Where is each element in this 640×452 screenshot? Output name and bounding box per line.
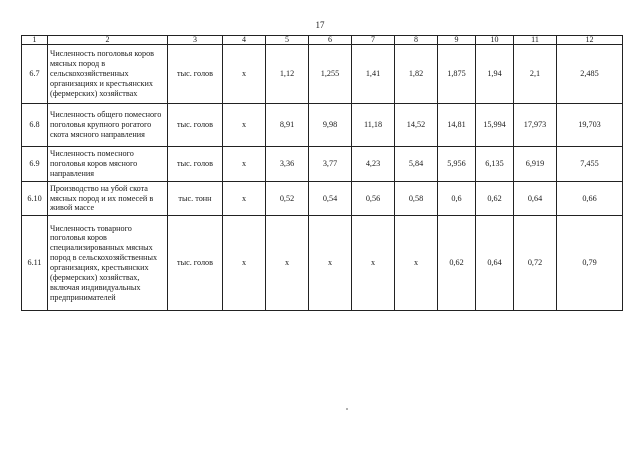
column-number-header: 5 [266,36,309,45]
column-number-header: 12 [557,36,623,45]
value-cell: 1,12 [266,45,309,104]
row-number: 6.10 [22,182,48,216]
value-cell: 0,62 [438,216,476,311]
table-row [22,216,623,311]
column-number-header: 11 [514,36,557,45]
value-cell: 0,54 [309,182,352,216]
value-cell: 1,82 [395,45,438,104]
value-cell: 6,135 [476,147,514,182]
value-cell: 0,64 [514,182,557,216]
value-cell: 0,62 [476,182,514,216]
value-cell: x [266,216,309,311]
value-cell: 1,875 [438,45,476,104]
value-cell: 15,994 [476,104,514,147]
value-cell: x [223,216,266,311]
value-cell: 9,98 [309,104,352,147]
indicators-table [21,35,623,311]
value-cell: 0,6 [438,182,476,216]
value-cell: 0,64 [476,216,514,311]
indicator-name: Численность помесного поголовья коров мясного направления [48,147,168,182]
unit-cell: тыс. голов [168,45,223,104]
value-cell: 1,94 [476,45,514,104]
value-cell: 5,956 [438,147,476,182]
column-number-header: 7 [352,36,395,45]
value-cell: 8,91 [266,104,309,147]
column-number-header: 9 [438,36,476,45]
indicator-name: Численность поголовья коров мясных пород в сельскохозяйственных организациях и крестьянских (фермерских) хозяйствах [48,45,168,104]
value-cell: 17,973 [514,104,557,147]
value-cell: x [352,216,395,311]
unit-cell: тыс. голов [168,104,223,147]
unit-cell: тыс. тонн [168,182,223,216]
value-cell: 1,41 [352,45,395,104]
row-number: 6.9 [22,147,48,182]
value-cell: x [223,45,266,104]
value-cell: 19,703 [557,104,623,147]
value-cell: 3,36 [266,147,309,182]
table-row [22,45,623,104]
value-cell: x [223,147,266,182]
indicator-name: Производство на убой скота мясных пород и их помесей в живой массе [48,182,168,216]
value-cell: 5,84 [395,147,438,182]
value-cell: 0,72 [514,216,557,311]
value-cell: x [223,182,266,216]
value-cell: 14,81 [438,104,476,147]
value-cell: 0,79 [557,216,623,311]
value-cell: 2,485 [557,45,623,104]
value-cell: 7,455 [557,147,623,182]
column-number-header: 10 [476,36,514,45]
value-cell: 0,66 [557,182,623,216]
table-row [22,182,623,216]
value-cell: 6,919 [514,147,557,182]
indicator-name: Численность общего помесного поголовья крупного рогатого скота мясного направления [48,104,168,147]
value-cell: 4,23 [352,147,395,182]
column-number-header: 3 [168,36,223,45]
value-cell: 11,18 [352,104,395,147]
value-cell: x [395,216,438,311]
column-number-header: 6 [309,36,352,45]
value-cell: x [223,104,266,147]
row-number: 6.11 [22,216,48,311]
value-cell: 0,52 [266,182,309,216]
unit-cell: тыс. голов [168,147,223,182]
value-cell: 2,1 [514,45,557,104]
column-number-header: 1 [22,36,48,45]
column-number-header: 2 [48,36,168,45]
unit-cell: тыс. голов [168,216,223,311]
value-cell: 1,255 [309,45,352,104]
table-row [22,147,623,182]
header-row [22,36,623,45]
value-cell: 3,77 [309,147,352,182]
scan-speck [346,408,348,410]
row-number: 6.7 [22,45,48,104]
row-number: 6.8 [22,104,48,147]
column-number-header: 4 [223,36,266,45]
value-cell: 0,58 [395,182,438,216]
table-row [22,104,623,147]
value-cell: 14,52 [395,104,438,147]
value-cell: 0,56 [352,182,395,216]
column-number-header: 8 [395,36,438,45]
page-number: 17 [315,20,325,30]
value-cell: x [309,216,352,311]
indicator-name: Численность товарного поголовья коров специализированных мясных пород в сельскохозяйственных организациях, крестьянских (фермерских) хозяйствах, включая индивидуальных предпринимателей [48,216,168,311]
